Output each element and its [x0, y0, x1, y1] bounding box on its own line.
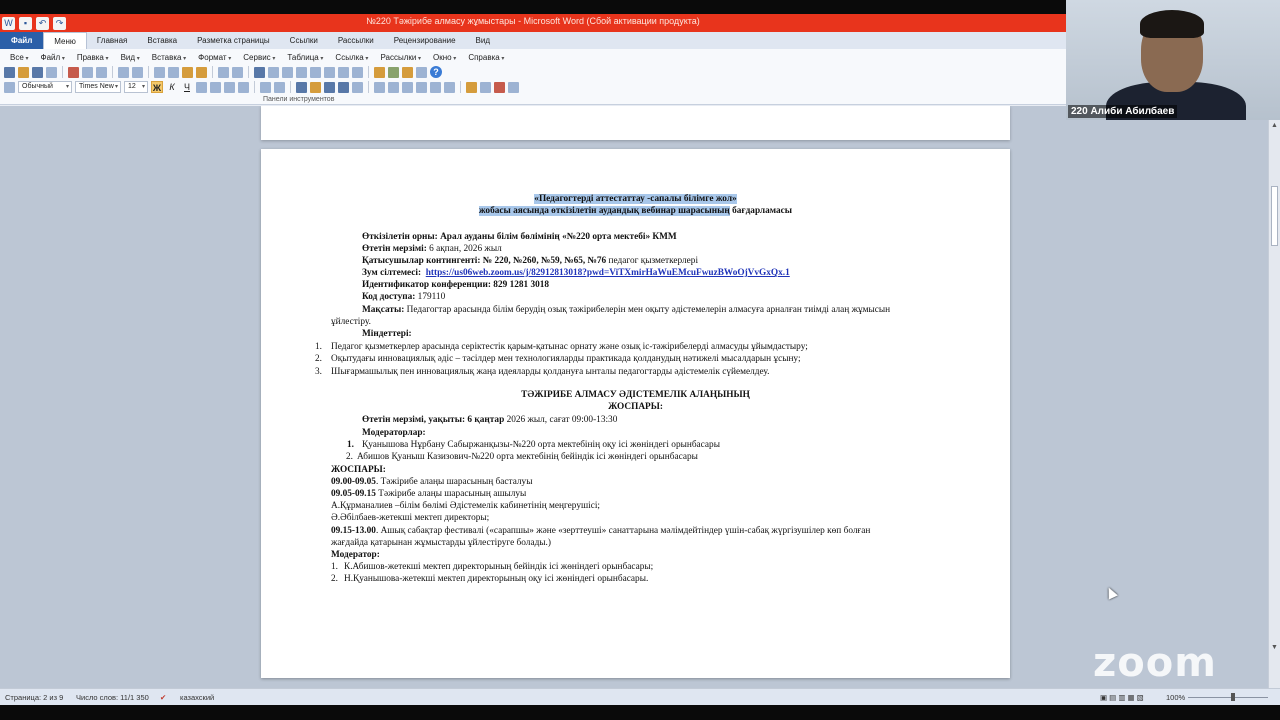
participant-video[interactable] — [1066, 0, 1280, 120]
zoom-label: Зум сілтемесі: — [362, 268, 422, 278]
clear-format-icon[interactable] — [260, 82, 271, 93]
document-map-icon[interactable] — [310, 67, 321, 78]
sort-icon[interactable] — [444, 82, 455, 93]
drawing-icon[interactable] — [296, 67, 307, 78]
styles-icon[interactable] — [4, 82, 15, 93]
font-color-icon[interactable] — [494, 82, 505, 93]
research-icon[interactable] — [132, 67, 143, 78]
moderator-list-1-text: К.Абишов-жетекші мектеп директорының бейіндік ісі жөніндегі орынбасары; — [344, 562, 654, 572]
zoom-link[interactable]: https://us06web.zoom.us/j/82912813018?pwd=ViTXmirHaWuEMcuFwuzBWoOjVvGxQx.1 — [425, 268, 790, 278]
menu-edit[interactable]: Правка ▾ — [71, 51, 115, 66]
task-2-text: Оқытудағы инновациялық әдіс – тәсілдер мен технологияларды практикада қолданудың нәтижелі мысалдарын ұсыну; — [331, 354, 801, 364]
save-icon[interactable]: ▪ — [19, 17, 32, 30]
line-spacing-icon[interactable] — [352, 82, 363, 93]
status-language[interactable]: казахский — [180, 693, 215, 702]
goal-label: Мақсаты: — [362, 305, 405, 315]
standard-toolbar — [4, 66, 442, 78]
save-icon[interactable] — [32, 67, 43, 78]
separator — [248, 66, 249, 78]
menu-bar — [4, 51, 510, 66]
vertical-scrollbar[interactable] — [1268, 120, 1280, 688]
participant-name: 220 Алиби Абилбаев — [1068, 105, 1177, 118]
numbering-icon[interactable] — [388, 82, 399, 93]
style-select[interactable]: Обычный ▾ — [18, 81, 72, 93]
proofing-icon[interactable]: ✔ — [160, 693, 167, 702]
tab-file[interactable]: Файл — [0, 32, 43, 49]
print-preview-icon[interactable] — [96, 67, 107, 78]
separator — [460, 81, 461, 93]
plan-date-value: 2026 жыл, сағат 09:00-13:30 — [504, 415, 618, 425]
italic-button[interactable]: К — [169, 82, 175, 92]
s2-text: Тәжірибе алаңы шарасының ашылуы — [375, 489, 527, 499]
zoom-icon[interactable] — [338, 67, 349, 78]
s1-time: 09.00-09.05 — [331, 477, 376, 487]
pdf-icon[interactable] — [68, 67, 79, 78]
s1-text: . Тәжірибе алаңы шарасының басталуы — [375, 477, 533, 487]
zoom-logo: zoom — [1093, 640, 1217, 686]
doc-title-line-2-highlighted: жобасы аясында өткізілетін аудандық вебинар шарасының — [478, 206, 730, 216]
venue-label: Өткізілетін орны: — [362, 232, 438, 242]
subscript-icon[interactable] — [210, 82, 221, 93]
scroll-down-icon[interactable]: ▼ — [1271, 644, 1278, 651]
goal-text-1: Педагогтар арасында білім берудің озық тәжірибелерін мен оқыту әдістемелерін алмасуға арналған тиімді алаң жұмысын — [404, 305, 891, 315]
date-label: Өтетін мерзімі: — [362, 244, 427, 254]
separator — [368, 81, 369, 93]
picture-icon[interactable] — [388, 67, 399, 78]
doc-title-line-1 — [261, 193, 1010, 205]
conference-id-line — [362, 279, 549, 291]
help-icon[interactable]: ? — [430, 66, 442, 78]
task-3-num: 3. — [315, 367, 322, 377]
scroll-up-icon[interactable]: ▲ — [1271, 122, 1278, 129]
strikethrough-icon[interactable] — [196, 82, 207, 93]
schedule-person-1: А.Құрманалиев –білім бөлімі Әдістемелік кабинетінің меңгерушісі; — [331, 501, 601, 511]
menu-format[interactable]: Формат ▾ — [192, 51, 237, 66]
table-icon[interactable] — [268, 67, 279, 78]
moderator-list-1-num: 1. — [331, 562, 338, 572]
schedule-item-2 — [331, 488, 526, 500]
moderator-list-2-num: 2. — [331, 574, 338, 584]
bullets-icon[interactable] — [374, 82, 385, 93]
plan-date-label: Өтетін мерзімі, уақыты: 6 қаңтар — [362, 415, 505, 425]
menu-tools[interactable]: Сервис ▾ — [237, 51, 281, 66]
underline-button[interactable]: Ч — [184, 82, 190, 92]
redo-icon[interactable] — [232, 67, 243, 78]
font-select[interactable]: Times New ▾ — [75, 81, 121, 93]
tasks-label: Міндеттері: — [362, 329, 412, 339]
copy-icon[interactable] — [168, 67, 179, 78]
menu-table[interactable]: Таблица ▾ — [281, 51, 329, 66]
plan-date-line — [362, 414, 617, 426]
formatting-toolbar — [4, 81, 519, 93]
show-hide-icon[interactable] — [324, 67, 335, 78]
zoom-link-line — [362, 267, 790, 279]
zoom-slider-knob[interactable] — [1231, 693, 1235, 701]
scrollbar-thumb[interactable] — [1271, 186, 1278, 246]
goal-line — [362, 304, 890, 316]
paste-icon[interactable] — [182, 67, 193, 78]
person-hair — [1140, 10, 1204, 38]
document-area[interactable] — [0, 106, 1272, 688]
participants-tail: педагог қызметкерлері — [606, 256, 699, 266]
menu-insert[interactable]: Вставка ▾ — [146, 51, 192, 66]
moderator-1-num: 1. — [347, 440, 354, 450]
schedule-label: ЖОСПАРЫ: — [331, 465, 386, 475]
reading-icon[interactable] — [352, 67, 363, 78]
print-icon[interactable] — [82, 67, 93, 78]
tab-insert[interactable]: Вставка — [147, 36, 178, 45]
tab-menu[interactable]: Меню — [43, 32, 87, 49]
ribbon-tabs — [0, 32, 1066, 49]
doc-title-line-2-rest: бағдарламасы — [729, 206, 793, 216]
view-mode-icons[interactable]: ▣ ▤ ▥ ▦ ▧ — [1100, 693, 1144, 702]
date-line — [362, 243, 502, 255]
highlight-icon[interactable] — [466, 82, 477, 93]
tab-home[interactable]: Главная — [96, 36, 128, 45]
tab-page-layout[interactable]: Разметка страницы — [197, 36, 270, 45]
menu-view[interactable]: Вид ▾ — [115, 51, 146, 66]
grow-font-icon[interactable] — [508, 82, 519, 93]
moderators-label: Модераторлар: — [362, 428, 426, 438]
zoom-slider[interactable] — [1188, 697, 1268, 698]
justify-icon[interactable] — [338, 82, 349, 93]
separator — [148, 66, 149, 78]
menu-link[interactable]: Ссылка ▾ — [329, 51, 374, 66]
access-code-line — [362, 291, 445, 303]
participants-line — [362, 255, 698, 267]
title-bar — [0, 14, 1066, 32]
participants-label: Қатысушылар контингенті: — [362, 256, 481, 266]
menu-file[interactable]: Файл ▾ — [34, 51, 70, 66]
text-effects-icon[interactable] — [274, 82, 285, 93]
permission-icon[interactable] — [46, 67, 57, 78]
moderator-2-num: 2. — [346, 452, 353, 462]
schedule-person-2: Ә.Әбілбаев-жетекші мектеп директоры; — [331, 513, 490, 523]
schedule-item-3 — [331, 525, 870, 537]
code-value: 179110 — [415, 292, 446, 302]
folder-icon[interactable] — [374, 67, 385, 78]
conf-id-value: 829 1281 3018 — [490, 280, 550, 290]
increase-indent-icon[interactable] — [430, 82, 441, 93]
previous-page — [261, 106, 1010, 140]
zoom-level[interactable]: 100% — [1166, 693, 1186, 702]
format-painter-icon[interactable] — [196, 67, 207, 78]
s3-time: 09.15-13.00 — [331, 526, 376, 536]
tab-review[interactable]: Рецензирование — [393, 36, 456, 45]
separator — [290, 81, 291, 93]
moderator-2-text: Абишов Қуаныш Казизович-№220 орта мектебінің бейіндік ісі жөніндегі орынбасары — [357, 452, 698, 462]
moderator-label: Модератор: — [331, 550, 380, 560]
tab-mailings[interactable]: Рассылки — [337, 36, 374, 45]
task-2-num: 2. — [315, 354, 322, 364]
chart-icon[interactable] — [416, 67, 427, 78]
word-app-icon[interactable]: W — [2, 17, 15, 30]
align-left-icon[interactable] — [296, 82, 307, 93]
new-document-icon[interactable] — [4, 67, 15, 78]
separator — [368, 66, 369, 78]
venue-line — [362, 231, 677, 243]
plan-title-1: ТӘЖІРИБЕ АЛМАСУ ӘДІСТЕМЕЛІК АЛАҢЫНЫҢ — [521, 390, 750, 400]
cut-icon[interactable] — [154, 67, 165, 78]
tab-references[interactable]: Ссылки — [289, 36, 318, 45]
goal-line-2: ұйлестіру. — [331, 317, 371, 327]
doc-title-line-2 — [261, 205, 1010, 217]
document-page[interactable] — [261, 149, 1010, 678]
separator — [62, 66, 63, 78]
shading-icon[interactable] — [480, 82, 491, 93]
window-title: №220 Тәжірибе алмасу жұмыстары - Microsoft Word (Сбой активации продукта) — [366, 16, 700, 26]
multilevel-list-icon[interactable] — [402, 82, 413, 93]
undo-icon[interactable] — [218, 67, 229, 78]
task-1-num: 1. — [315, 342, 322, 352]
code-label: Код доступа: — [362, 292, 416, 302]
menu-help[interactable]: Справка ▾ — [462, 51, 510, 66]
undo-icon[interactable]: ↶ — [36, 17, 49, 30]
date-value: 6 ақпан, 2026 жыл — [426, 244, 502, 254]
menu-window[interactable]: Окно ▾ — [427, 51, 462, 66]
s2-time: 09.05-09.15 — [331, 489, 376, 499]
menu-mailings[interactable]: Рассылки ▾ — [374, 51, 427, 66]
conf-id-label: Идентификатор конференции: — [362, 280, 491, 290]
classic-menu-toolbar — [0, 49, 1066, 105]
redo-icon[interactable]: ↷ — [53, 17, 66, 30]
status-word-count[interactable]: Число слов: 11/1 350 — [76, 693, 149, 702]
hyperlink-icon[interactable] — [254, 67, 265, 78]
moderator-list-2-text: Н.Қуанышова-жетекші мектеп директорының оқу ісі жөніндегі орынбасары. — [344, 574, 649, 584]
venue-value: Арал ауданы білім бөлімінің «№220 орта мектебі» КММ — [437, 232, 677, 242]
open-icon[interactable] — [18, 67, 29, 78]
status-bar — [0, 688, 1280, 705]
superscript-icon[interactable] — [224, 82, 235, 93]
align-right-icon[interactable] — [324, 82, 335, 93]
status-page[interactable]: Страница: 2 из 9 — [5, 693, 64, 702]
columns-icon[interactable] — [282, 67, 293, 78]
separator — [212, 66, 213, 78]
font-size-select[interactable]: 12 ▾ — [124, 81, 148, 93]
task-3-text: Шығармашылық пен инновациялық жаңа идеяларды қолдануға ынталы педагогтарды әдістемелік сүйемелдеу. — [331, 367, 770, 377]
decrease-indent-icon[interactable] — [416, 82, 427, 93]
plan-title-2: ЖОСПАРЫ: — [608, 402, 663, 412]
menu-all[interactable]: Все ▾ — [4, 51, 34, 66]
toolbar-panel-label: Панели инструментов — [263, 96, 335, 103]
doc-title-line-1-text: «Педагогтерді аттестаттау -сапалы білімге жол» — [534, 194, 737, 204]
participants-value: № 220, №260, №59, №65, №76 — [480, 256, 607, 266]
shapes-icon[interactable] — [402, 67, 413, 78]
spelling-icon[interactable] — [118, 67, 129, 78]
moderator-1-text: Қуанышова Нұрбану Сабыржанқызы-№220 орта мектебінің оқу ісі жөніндегі орынбасары — [362, 440, 720, 450]
bold-button[interactable]: Ж — [152, 83, 162, 93]
schedule-item-3-cont: жағдайда қатарынан жұмыстарды ұйлестіруге болады.) — [331, 538, 551, 548]
screen-bottom-bar — [0, 705, 1280, 720]
schedule-item-1 — [331, 476, 532, 488]
separator — [254, 81, 255, 93]
tab-view[interactable]: Вид — [475, 36, 491, 45]
s3-text: . Ашық сабақтар фестивалі («сарапшы» және «зерттеуші» санаттарына мәлімдейтіндер үшін-сабақ жүргізушілер көп болған — [375, 526, 871, 536]
change-case-icon[interactable] — [238, 82, 249, 93]
task-1-text: Педагог қызметкерлер арасында серіктестік қарым-қатынас орнату және озық іс-тәжірибелерді алмасуды ұйымдастыру; — [331, 342, 808, 352]
separator — [112, 66, 113, 78]
align-center-icon[interactable] — [310, 82, 321, 93]
